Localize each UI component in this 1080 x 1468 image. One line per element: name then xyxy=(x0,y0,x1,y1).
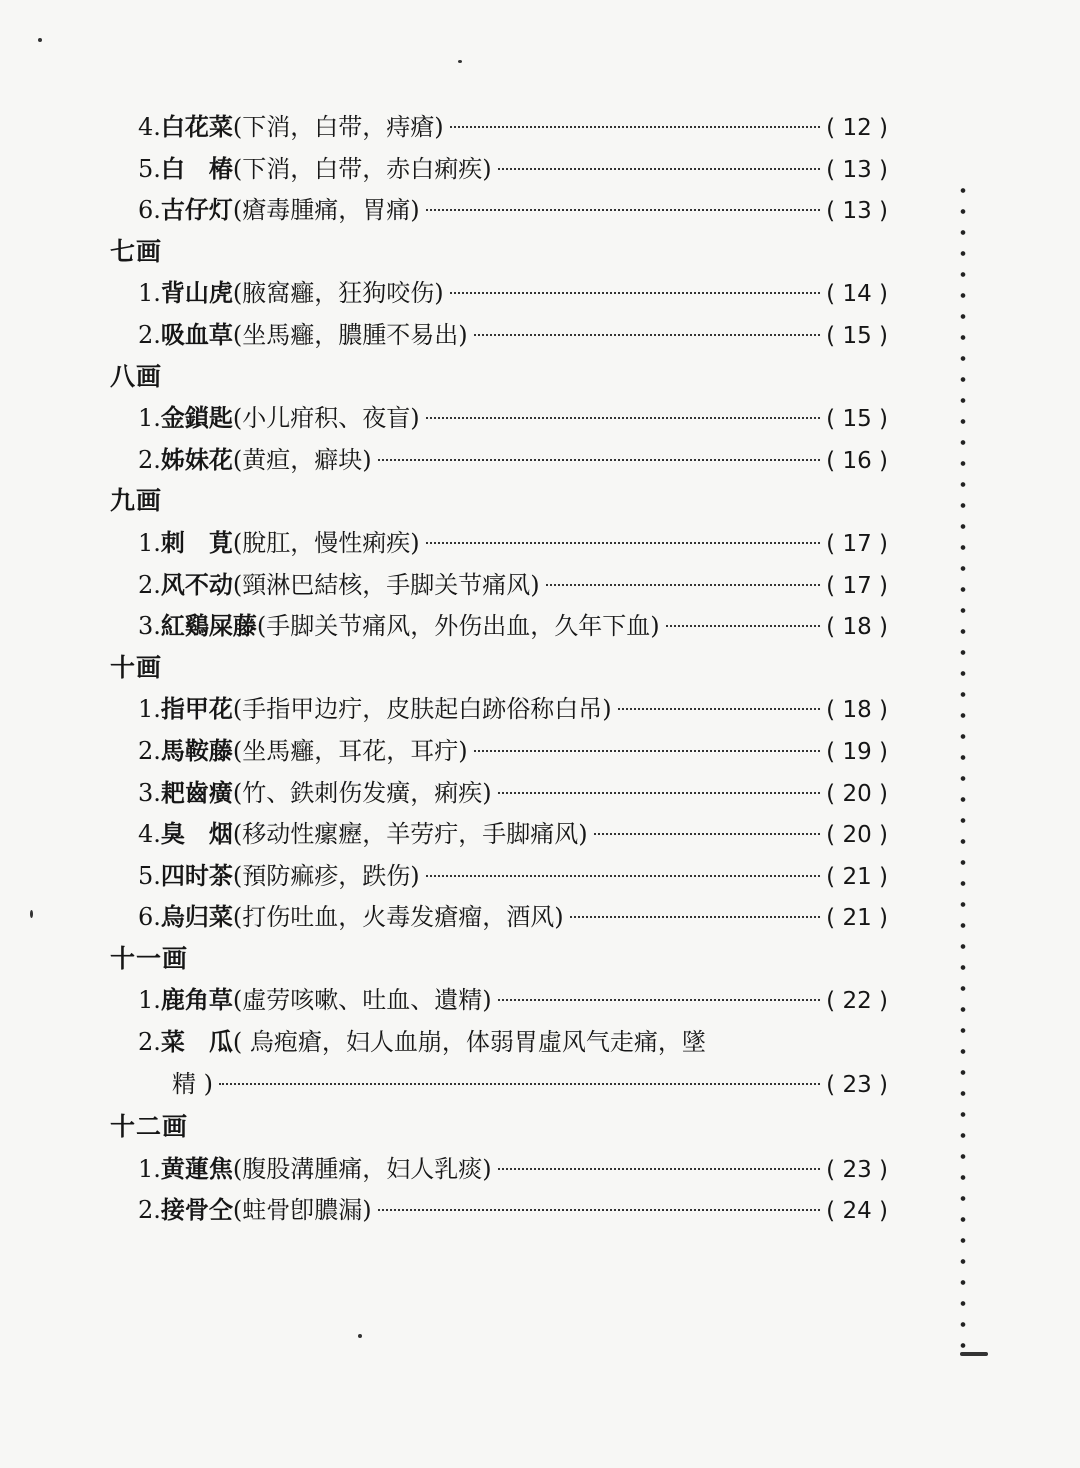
entry-number: 4. xyxy=(138,113,161,141)
entry-title: 姊妹花 xyxy=(160,444,233,474)
entry-title: 背山虎 xyxy=(160,278,233,308)
entry-number: 4. xyxy=(138,820,161,849)
entry-description: (移动性瘰癧，羊劳疔，手脚痛风) xyxy=(232,820,588,849)
entry-title: 菜 瓜 xyxy=(160,1027,233,1057)
entry-page-number: ( 15 ) xyxy=(826,322,888,349)
entry-number: 3. xyxy=(138,612,161,641)
entry-page-number: ( 18 ) xyxy=(826,614,888,641)
dot-leader xyxy=(570,916,821,918)
entry-description: (下消，白带，痔瘡) xyxy=(232,113,444,141)
entry-number: 1. xyxy=(138,695,161,724)
entry-page-number: ( 13 ) xyxy=(826,156,888,183)
entry-description: (預防痲疹，跌伤) xyxy=(232,861,420,890)
section-heading: 七画 xyxy=(110,236,163,266)
dot-leader xyxy=(546,584,821,586)
entry-page-number: ( 18 ) xyxy=(826,697,888,724)
entry-title: 金鎖匙 xyxy=(160,403,233,433)
entry-number: 5. xyxy=(138,861,161,890)
toc-entry xyxy=(108,564,888,606)
section-heading: 八画 xyxy=(110,361,163,391)
entry-title: 烏归菜 xyxy=(160,902,233,932)
scan-speck xyxy=(960,1352,988,1356)
entry-page-number: ( 15 ) xyxy=(826,406,888,433)
entry-description: (腋窩癰，狂狗咬伤) xyxy=(232,279,444,308)
entry-title: 黄蓮焦 xyxy=(160,1153,233,1183)
entry-page-number: ( 21 ) xyxy=(826,905,888,932)
entry-first-line xyxy=(138,1021,888,1064)
toc-entry xyxy=(108,272,888,314)
toc-entry xyxy=(108,979,888,1021)
entry-description: (手脚关节痛风，外伤出血，久年下血) xyxy=(256,612,660,641)
dot-leader xyxy=(426,417,821,419)
entry-description: (小儿疳积、夜盲) xyxy=(232,404,420,433)
entry-number: 2. xyxy=(138,1028,161,1057)
entry-description: (頸淋巴結核，手脚关节痛风) xyxy=(232,570,540,599)
scan-speck xyxy=(30,910,33,918)
entry-page-number: ( 21 ) xyxy=(826,863,888,890)
entry-description: (黄疸，癖块) xyxy=(232,445,372,474)
dot-leader xyxy=(378,459,821,461)
entry-title: 白花菜 xyxy=(160,112,233,141)
entry-title: 紅鷄屎藤 xyxy=(160,611,257,641)
entry-description: (瘡毒腫痛，胃痛) xyxy=(232,196,420,225)
entry-page-number: ( 19 ) xyxy=(826,738,888,765)
dot-leader xyxy=(426,875,821,877)
entry-number: 1. xyxy=(138,528,161,557)
scan-speck xyxy=(38,38,42,42)
entry-title: 风不动 xyxy=(160,569,233,599)
entry-title: 指甲花 xyxy=(160,694,233,724)
entry-number: 5. xyxy=(138,154,161,183)
section-heading: 九画 xyxy=(110,486,163,516)
entry-title: 馬鞍藤 xyxy=(160,735,233,765)
entry-page-number: ( 23 ) xyxy=(826,1071,888,1098)
entry-page-number: ( 13 ) xyxy=(826,198,888,225)
entry-title: 耙齒癀 xyxy=(160,777,233,807)
entry-description: (手指甲边疔，皮肤起白跡俗称白吊) xyxy=(232,695,612,724)
entry-description: (蛀骨卽膿漏) xyxy=(232,1196,372,1225)
dot-leader xyxy=(450,126,821,128)
entry-number: 3. xyxy=(138,778,161,807)
toc-entry xyxy=(108,855,888,897)
dot-leader xyxy=(498,1168,821,1170)
entry-page-number: ( 14 ) xyxy=(826,281,888,308)
scan-speck xyxy=(458,60,462,63)
entry-description-continued: 精 ) xyxy=(172,1069,213,1098)
section-heading: 十二画 xyxy=(110,1112,189,1142)
toc-entry xyxy=(108,397,888,439)
entry-description: (坐馬癰，耳花，耳疔) xyxy=(232,736,468,765)
dot-leader xyxy=(498,999,821,1001)
entry-number: 2. xyxy=(138,445,161,474)
dot-leader xyxy=(498,168,821,170)
entry-number: 2. xyxy=(138,570,161,599)
entry-title: 吸血草 xyxy=(160,319,233,349)
entry-description: ( 烏疱瘡，妇人血崩，体弱胃虛风气走痛，墜 xyxy=(232,1028,706,1057)
entry-number: 1. xyxy=(138,279,161,308)
entry-page-number: ( 22 ) xyxy=(826,988,888,1015)
dot-leader xyxy=(474,334,821,336)
toc-entry xyxy=(108,688,888,730)
entry-page-number: ( 17 ) xyxy=(826,572,888,599)
dot-leader xyxy=(666,625,821,627)
section-heading: 十画 xyxy=(110,652,163,682)
dot-leader xyxy=(498,792,821,794)
toc-entry xyxy=(108,314,888,356)
toc-entry xyxy=(108,106,888,148)
entry-title: 接骨仝 xyxy=(160,1195,233,1225)
entry-number: 2. xyxy=(138,736,161,765)
entry-second-line xyxy=(138,1064,888,1107)
entry-description: (脫肛，慢性痢疾) xyxy=(232,528,420,557)
toc-entry xyxy=(108,1148,888,1190)
entry-description: (坐馬癰，膿腫不易出) xyxy=(232,320,468,349)
dot-leader xyxy=(450,292,821,294)
entry-page-number: ( 12 ) xyxy=(826,115,888,141)
dot-leader xyxy=(426,542,821,544)
entry-description: (打伤吐血，火毒发瘡瘤，酒风) xyxy=(232,903,564,932)
toc-entry xyxy=(108,522,888,564)
entry-title: 古仔灯 xyxy=(160,195,233,225)
toc-entry xyxy=(108,896,888,938)
entry-number: 1. xyxy=(138,404,161,433)
entry-page-number: ( 23 ) xyxy=(826,1156,888,1183)
entry-page-number: ( 16 ) xyxy=(826,447,888,474)
table-of-contents xyxy=(108,106,888,1231)
entry-title: 臭 烟 xyxy=(160,819,233,849)
toc-entry xyxy=(108,189,888,231)
dot-leader xyxy=(378,1209,821,1211)
toc-entry xyxy=(108,772,888,814)
toc-entry xyxy=(108,1189,888,1231)
entry-description: (竹、鉄刺伤发癀，痢疾) xyxy=(232,778,492,807)
entry-number: 1. xyxy=(138,1154,161,1183)
entry-number: 6. xyxy=(138,196,161,225)
entry-description: (虛劳咳嗽、吐血、遺精) xyxy=(232,986,492,1015)
entry-number: 6. xyxy=(138,903,161,932)
toc-entry xyxy=(108,605,888,647)
dot-leader xyxy=(594,833,821,835)
entry-title: 刺 莧 xyxy=(160,527,233,557)
toc-entry xyxy=(108,813,888,855)
scan-speck xyxy=(358,1334,362,1338)
toc-entry xyxy=(108,439,888,481)
entry-page-number: ( 20 ) xyxy=(826,822,888,849)
dot-leader xyxy=(618,708,821,710)
toc-entry-multiline xyxy=(108,1021,888,1106)
entry-title: 白 椿 xyxy=(160,153,233,183)
section-heading: 十一画 xyxy=(110,943,189,973)
dot-leader xyxy=(474,750,821,752)
entry-number: 2. xyxy=(138,320,161,349)
dot-leader xyxy=(426,209,821,211)
dot-leader xyxy=(219,1083,820,1085)
toc-entry xyxy=(108,730,888,772)
entry-number: 2. xyxy=(138,1196,161,1225)
entry-page-number: ( 24 ) xyxy=(826,1198,888,1225)
binding-margin-dots xyxy=(958,180,978,1350)
entry-page-number: ( 17 ) xyxy=(826,530,888,557)
entry-page-number: ( 20 ) xyxy=(826,780,888,807)
entry-description: (下消，白带，赤白痢疾) xyxy=(232,154,492,183)
entry-title: 鹿角草 xyxy=(160,985,233,1015)
entry-number: 1. xyxy=(138,986,161,1015)
entry-description: (腹股溝腫痛，妇人乳痰) xyxy=(232,1154,492,1183)
toc-entry xyxy=(108,148,888,190)
entry-title: 四时茶 xyxy=(160,860,233,890)
